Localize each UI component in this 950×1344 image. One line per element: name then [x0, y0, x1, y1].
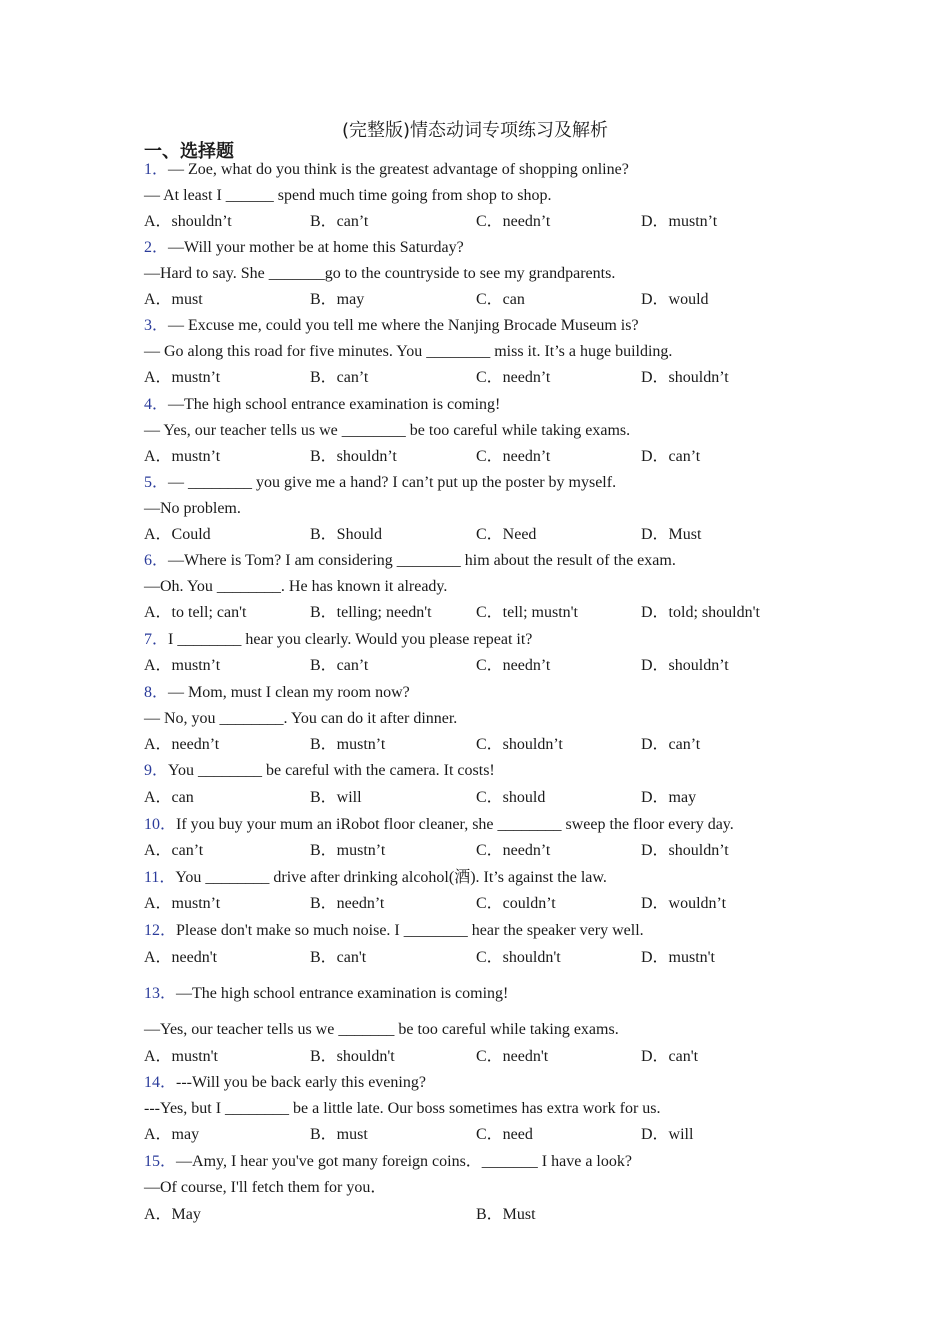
- question-stem: [144, 551, 676, 571]
- answer-option[interactable]: B．mustn’t: [310, 842, 386, 859]
- answer-option[interactable]: C．needn’t: [476, 842, 551, 859]
- question-stem: [144, 683, 410, 703]
- dialogue-line: —Yes, our teacher tells us we _______ be too careful while taking exams.: [144, 1021, 619, 1038]
- answer-option[interactable]: C．Need: [476, 526, 537, 543]
- answer-option[interactable]: D．told; shouldn't: [641, 604, 760, 621]
- answer-option[interactable]: A．mustn’t: [144, 369, 221, 386]
- answer-option[interactable]: D．may: [641, 789, 697, 806]
- answer-option[interactable]: B．can’t: [310, 369, 369, 386]
- question-stem: [144, 921, 644, 941]
- dialogue-line: — Go along this road for five minutes. You ________ miss it. It’s a huge building.: [144, 343, 673, 360]
- dialogue-line: —Oh. You ________. He has known it already.: [144, 578, 448, 595]
- question-text: —Where is Tom? I am considering ________ him about the result of the exam.: [168, 552, 676, 569]
- answer-option[interactable]: C．couldn’t: [476, 895, 556, 912]
- question-number: 9．: [144, 762, 169, 779]
- answer-option[interactable]: D．can't: [641, 1048, 699, 1065]
- answer-option[interactable]: C．can: [476, 291, 525, 308]
- question-text: If you buy your mum an iRobot floor cleaner, she ________ sweep the floor every day.: [176, 816, 734, 833]
- answer-option[interactable]: A．mustn’t: [144, 448, 221, 465]
- answer-option[interactable]: B．shouldn’t: [310, 448, 397, 465]
- question-stem: [144, 1073, 426, 1093]
- page-title: (完整版)情态动词专项练习及解析: [341, 120, 609, 141]
- question-text: Please don't make so much noise. I ________ hear the speaker very well.: [176, 922, 644, 939]
- answer-option[interactable]: B．can't: [310, 949, 367, 966]
- answer-option[interactable]: A．Could: [144, 526, 211, 543]
- answer-option[interactable]: D．will: [641, 1126, 694, 1143]
- question-text: —Will your mother be at home this Saturday?: [168, 239, 464, 256]
- question-text: —The high school entrance examination is coming!: [168, 396, 501, 413]
- answer-option[interactable]: A．can’t: [144, 842, 204, 859]
- dialogue-line: — No, you ________. You can do it after dinner.: [144, 710, 458, 727]
- answer-option[interactable]: B．mustn’t: [310, 736, 386, 753]
- question-number: 7．: [144, 631, 169, 648]
- answer-option[interactable]: B．can’t: [310, 213, 369, 230]
- question-stem: [144, 316, 639, 336]
- answer-option[interactable]: C．tell; mustn't: [476, 604, 579, 621]
- answer-option[interactable]: B．Should: [310, 526, 383, 543]
- dialogue-line: — At least I ______ spend much time going from shop to shop.: [144, 187, 552, 204]
- answer-option[interactable]: A．mustn’t: [144, 895, 221, 912]
- answer-option[interactable]: D．can’t: [641, 448, 701, 465]
- question-stem: [144, 395, 500, 415]
- dialogue-line: — Yes, our teacher tells us we ________ be too careful while taking exams.: [144, 422, 631, 439]
- question-text: ---Will you be back early this evening?: [176, 1074, 426, 1091]
- question-stem: [144, 815, 734, 835]
- question-stem: [144, 1152, 632, 1172]
- answer-option[interactable]: C．needn't: [476, 1048, 549, 1065]
- answer-option[interactable]: D．Must: [641, 526, 702, 543]
- answer-option[interactable]: C．needn’t: [476, 657, 551, 674]
- question-stem: [144, 984, 508, 1004]
- answer-option[interactable]: D．would: [641, 291, 709, 308]
- question-stem: [144, 160, 629, 180]
- question-number: 5．: [144, 474, 169, 491]
- answer-option[interactable]: C．needn’t: [476, 448, 551, 465]
- answer-option[interactable]: D．shouldn’t: [641, 369, 729, 386]
- answer-option[interactable]: A．mustn't: [144, 1048, 219, 1065]
- question-text: — ________ you give me a hand? I can’t put up the poster by myself.: [168, 474, 617, 491]
- question-stem: [144, 630, 532, 650]
- answer-option[interactable]: A．May: [144, 1206, 201, 1223]
- answer-option[interactable]: C．need: [476, 1126, 533, 1143]
- answer-option[interactable]: A．mustn’t: [144, 657, 221, 674]
- question-number: 11．: [144, 869, 176, 886]
- answer-option[interactable]: B．needn’t: [310, 895, 385, 912]
- answer-option[interactable]: A．must: [144, 291, 203, 308]
- question-number: 4．: [144, 396, 169, 413]
- answer-option[interactable]: D．wouldn’t: [641, 895, 727, 912]
- answer-option[interactable]: A．needn’t: [144, 736, 220, 753]
- question-stem: [144, 473, 616, 493]
- answer-option[interactable]: C．needn’t: [476, 369, 551, 386]
- answer-option[interactable]: C．shouldn't: [476, 949, 561, 966]
- question-text: —The high school entrance examination is coming!: [176, 985, 509, 1002]
- question-stem: [144, 868, 607, 888]
- answer-option[interactable]: B．shouldn't: [310, 1048, 395, 1065]
- answer-option[interactable]: C．shouldn’t: [476, 736, 563, 753]
- question-number: 6．: [144, 552, 169, 569]
- answer-option[interactable]: B．must: [310, 1126, 368, 1143]
- answer-option[interactable]: A．may: [144, 1126, 200, 1143]
- answer-option[interactable]: C．needn’t: [476, 213, 551, 230]
- answer-option[interactable]: D．mustn't: [641, 949, 716, 966]
- question-text: — Mom, must I clean my room now?: [168, 684, 410, 701]
- question-text: You ________ be careful with the camera. It costs!: [168, 762, 495, 779]
- answer-option[interactable]: A．needn't: [144, 949, 218, 966]
- question-number: 10．: [144, 816, 177, 833]
- answer-option[interactable]: B．telling; needn't: [310, 604, 432, 621]
- answer-option[interactable]: A．to tell; can't: [144, 604, 247, 621]
- question-text: I ________ hear you clearly. Would you please repeat it?: [168, 631, 533, 648]
- question-number: 8．: [144, 684, 169, 701]
- question-text: — Zoe, what do you think is the greatest advantage of shopping online?: [168, 161, 629, 178]
- question-text: —Amy, I hear you've got many foreign coins．_______ I have a look?: [176, 1153, 632, 1170]
- dialogue-line: —Of course, I'll fetch them for you．: [144, 1179, 387, 1196]
- answer-option[interactable]: D．shouldn’t: [641, 842, 729, 859]
- answer-option[interactable]: C．should: [476, 789, 546, 806]
- answer-option[interactable]: A．shouldn’t: [144, 213, 232, 230]
- question-number: 1．: [144, 161, 169, 178]
- answer-option[interactable]: D．mustn’t: [641, 213, 718, 230]
- question-number: 12．: [144, 922, 177, 939]
- dialogue-line: —Hard to say. She _______go to the countryside to see my grandparents.: [144, 265, 616, 282]
- answer-option[interactable]: B．will: [310, 789, 362, 806]
- question-stem: [144, 761, 495, 781]
- question-number: 14．: [144, 1074, 177, 1091]
- answer-option[interactable]: B．can’t: [310, 657, 369, 674]
- question-number: 3．: [144, 317, 169, 334]
- dialogue-line: ---Yes, but I ________ be a little late. Our boss sometimes has extra work for us.: [144, 1100, 661, 1117]
- answer-option[interactable]: A．can: [144, 789, 194, 806]
- section-heading: 一、选择题: [144, 141, 234, 162]
- answer-option[interactable]: D．shouldn’t: [641, 657, 729, 674]
- question-number: 15．: [144, 1153, 177, 1170]
- question-stem: [144, 238, 464, 258]
- answer-option[interactable]: B．may: [310, 291, 365, 308]
- question-text: You ________ drive after drinking alcohol(酒). It’s against the law.: [175, 869, 607, 886]
- question-number: 2．: [144, 239, 169, 256]
- question-text: — Excuse me, could you tell me where the Nanjing Brocade Museum is?: [168, 317, 639, 334]
- answer-option[interactable]: B．Must: [476, 1206, 536, 1223]
- question-number: 13．: [144, 985, 177, 1002]
- answer-option[interactable]: D．can’t: [641, 736, 701, 753]
- dialogue-line: —No problem.: [144, 500, 241, 517]
